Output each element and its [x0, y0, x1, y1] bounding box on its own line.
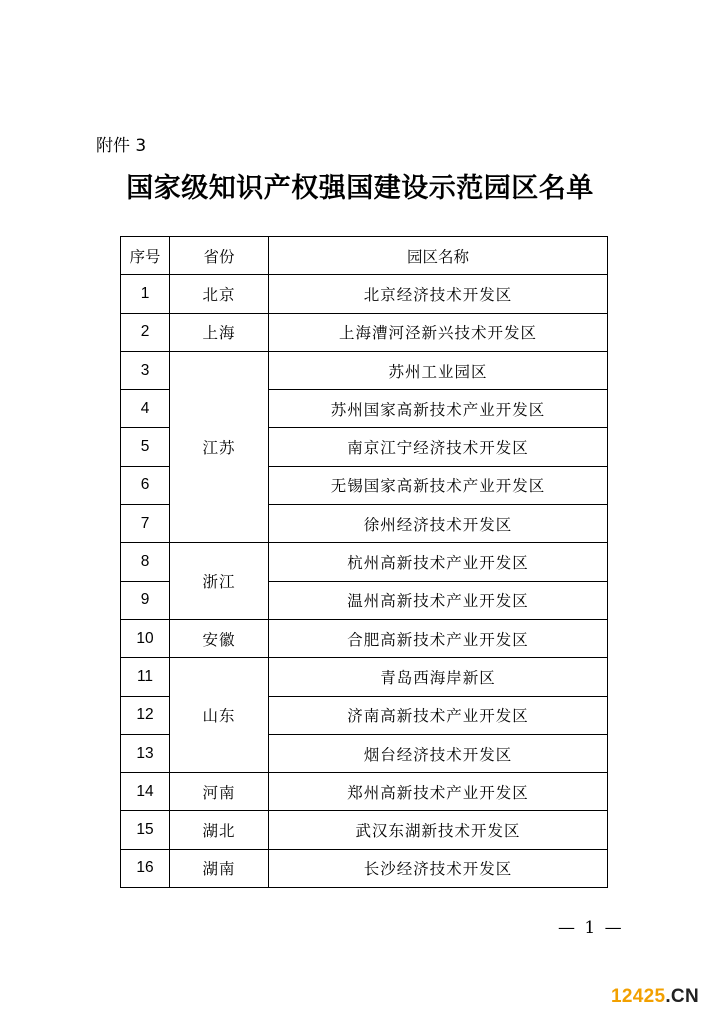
table-row	[121, 658, 608, 696]
cell-park-name: 无锡国家高新技术产业开发区	[269, 466, 608, 504]
cell-seq: 10	[121, 619, 170, 657]
table-row	[121, 543, 608, 581]
cell-seq: 15	[121, 811, 170, 849]
cell-park-name: 烟台经济技术开发区	[269, 734, 608, 772]
table-row	[121, 275, 608, 313]
cell-province: 江苏	[170, 351, 269, 542]
header-seq: 序号	[121, 237, 170, 275]
cell-province: 北京	[170, 275, 269, 313]
table-row	[121, 811, 608, 849]
cell-seq: 12	[121, 696, 170, 734]
cell-park-name: 上海漕河泾新兴技术开发区	[269, 313, 608, 351]
site-watermark	[611, 986, 699, 1008]
cell-park-name: 武汉东湖新技术开发区	[269, 811, 608, 849]
cell-park-name: 苏州工业园区	[269, 351, 608, 389]
cell-seq: 5	[121, 428, 170, 466]
cell-park-name: 合肥高新技术产业开发区	[269, 619, 608, 657]
cell-park-name: 青岛西海岸新区	[269, 658, 608, 696]
parks-table	[120, 236, 608, 888]
cell-seq: 2	[121, 313, 170, 351]
table-row	[121, 351, 608, 389]
table-row	[121, 619, 608, 657]
cell-park-name: 徐州经济技术开发区	[269, 505, 608, 543]
cell-seq: 8	[121, 543, 170, 581]
cell-park-name: 长沙经济技术开发区	[269, 849, 608, 887]
cell-seq: 16	[121, 849, 170, 887]
table-row	[121, 849, 608, 887]
cell-seq: 14	[121, 773, 170, 811]
attachment-label: 附件 3	[96, 136, 147, 156]
cell-park-name: 南京江宁经济技术开发区	[269, 428, 608, 466]
cell-province: 湖南	[170, 849, 269, 887]
cell-province: 安徽	[170, 619, 269, 657]
table-body	[121, 275, 608, 888]
cell-seq: 7	[121, 505, 170, 543]
cell-seq: 9	[121, 581, 170, 619]
cell-seq: 11	[121, 658, 170, 696]
page-number: — 1 —	[558, 918, 624, 938]
watermark-suffix: .CN	[665, 986, 699, 1007]
cell-seq: 1	[121, 275, 170, 313]
cell-seq: 6	[121, 466, 170, 504]
cell-province: 浙江	[170, 543, 269, 620]
cell-park-name: 济南高新技术产业开发区	[269, 696, 608, 734]
cell-park-name: 苏州国家高新技术产业开发区	[269, 390, 608, 428]
cell-province: 山东	[170, 658, 269, 773]
table-row	[121, 313, 608, 351]
table-header-row	[121, 237, 608, 275]
cell-seq: 13	[121, 734, 170, 772]
header-province: 省份	[170, 237, 269, 275]
cell-park-name: 杭州高新技术产业开发区	[269, 543, 608, 581]
cell-park-name: 郑州高新技术产业开发区	[269, 773, 608, 811]
cell-province: 河南	[170, 773, 269, 811]
cell-park-name: 北京经济技术开发区	[269, 275, 608, 313]
cell-seq: 4	[121, 390, 170, 428]
cell-province: 湖北	[170, 811, 269, 849]
document-title: 国家级知识产权强国建设示范园区名单	[126, 173, 594, 204]
cell-province: 上海	[170, 313, 269, 351]
cell-seq: 3	[121, 351, 170, 389]
header-park-name: 园区名称	[269, 237, 608, 275]
cell-park-name: 温州高新技术产业开发区	[269, 581, 608, 619]
watermark-number: 12425	[611, 986, 666, 1007]
table-row	[121, 773, 608, 811]
